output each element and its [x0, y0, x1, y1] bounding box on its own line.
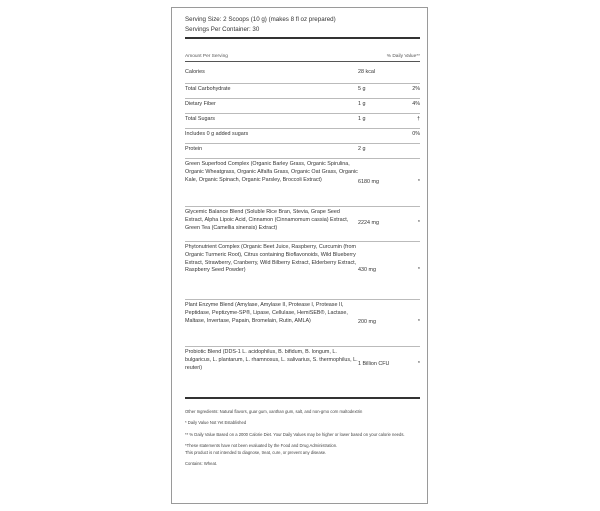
- row-amount: [358, 129, 396, 143]
- row-amount: 2224 mg: [358, 220, 379, 227]
- row-amount: 5 g: [358, 86, 366, 92]
- table-row: [185, 62, 420, 84]
- table-row: [185, 347, 420, 382]
- row-daily-value: *: [417, 319, 420, 326]
- table-row: [185, 144, 420, 159]
- row-amount: 1 g: [358, 116, 366, 122]
- daily-value-header: % Daily Value**: [386, 53, 420, 59]
- table-row: [185, 242, 420, 300]
- table-row: [185, 84, 420, 99]
- header-rule-top: [185, 37, 420, 39]
- serving-size: Serving Size: 2 Scoops (10 g) (makes 8 fl oz prepared): [185, 16, 336, 23]
- table-rule-bottom: [185, 397, 420, 399]
- table-row: [185, 99, 420, 114]
- row-daily-value: *: [417, 266, 420, 273]
- row-name: Includes 0 g added sugars: [185, 131, 249, 137]
- row-daily-value: [396, 62, 420, 83]
- table-row: [185, 129, 420, 144]
- other-ingredients: Other Ingredients: Natural flavors, guar gum, xanthan gum, salt, and non-gmo corn maltodextrin: [185, 409, 363, 414]
- nutrient-table: [185, 51, 420, 382]
- row-name: Plant Enzyme Blend (Amylase, Amylase II, Protease I, Protease II, Peptidase, Peptizyme-SP®, Lipase, Cellulase, HemiSEB®, Lactase, Maltase, Invertase, Papain, Bromelain, Rutin, AMLA): [185, 302, 348, 324]
- column-headers: [185, 51, 420, 62]
- row-name: Glycemic Balance Blend (Soluble Rice Bran, Stevia, Grape Seed Extract, Alpha Lipoic Acid, Cinnamon (Cinnamomum cassia) Extract, Green Tea (Camellia sinensis) Extract): [185, 209, 349, 231]
- servings-per-container: Servings Per Container: 30: [185, 26, 260, 33]
- fda-statement-2: This product is not intended to diagnose, treat, cure, or prevent any disease.: [185, 449, 327, 455]
- table-row: [185, 300, 420, 347]
- row-daily-value: *: [417, 178, 420, 185]
- row-name: Green Superfood Complex (Organic Barley Grass, Organic Spirulina, Organic Wheatgrass, Organic Alfalfa Grass, Organic Oat Grass, Organic Kale, Organic Spinach, Organic Parsley, Broccoli Extract): [185, 161, 358, 183]
- table-row: [185, 159, 420, 207]
- serving-info: [185, 15, 336, 35]
- row-amount: 28 kcal: [358, 68, 376, 75]
- supplement-facts-panel: [171, 7, 428, 504]
- row-amount: 200 mg: [358, 319, 376, 326]
- row-amount: 6180 mg: [358, 178, 379, 185]
- fda-statement-1: *These statements have not been evaluated by the Food and Drug Administration.: [185, 443, 338, 449]
- row-name: Probiotic Blend (DDS-1 L. acidophilus, B. bifidum, B. longum, L. bulgaricus, L. plantarum, L. rhamnosus, L. salivarius, S. thermophilus, L. reuteri): [185, 349, 358, 371]
- allergen-statement: Contains: Wheat.: [185, 461, 218, 467]
- row-name: Phytonutrient Complex (Organic Beet Juice, Raspberry, Curcumin (from Organic Turmeric Root), Citrus containing Bioflavonoids, Wild Blueberry Extract, Strawberry, Cranberry, Wild Bilberry Extract, Elderberry Extract, Raspberry Seed Powder): [185, 244, 357, 274]
- row-name: Total Sugars: [185, 116, 215, 122]
- dv-not-established: * Daily Value Not Yet Established: [185, 420, 247, 426]
- row-name: Protein: [185, 146, 203, 152]
- row-daily-value: 2%: [412, 86, 420, 92]
- footer-notes: [185, 409, 415, 472]
- row-daily-value: 0%: [412, 131, 420, 137]
- row-daily-value: †: [417, 116, 420, 122]
- row-amount: 1 g: [358, 101, 366, 107]
- row-amount: 1 Billion CFU: [358, 360, 390, 367]
- table-row: [185, 114, 420, 129]
- row-amount: 430 mg: [358, 266, 376, 273]
- amount-per-serving-header: Amount Per Serving: [185, 53, 228, 59]
- dv-note: ** % Daily Value Based on a 2000 Calorie Diet. Your Daily Values may be higher or lower based on your calorie needs.: [185, 431, 405, 437]
- row-daily-value: *: [417, 220, 420, 227]
- row-amount: 2 g: [358, 146, 366, 152]
- row-name: Calories: [185, 69, 205, 76]
- row-daily-value: *: [417, 360, 420, 367]
- row-daily-value: 4%: [412, 101, 420, 107]
- row-daily-value: [396, 144, 420, 158]
- row-name: Dietary Fiber: [185, 101, 216, 107]
- row-name: Total Carbohydrate: [185, 86, 231, 92]
- table-row: [185, 207, 420, 242]
